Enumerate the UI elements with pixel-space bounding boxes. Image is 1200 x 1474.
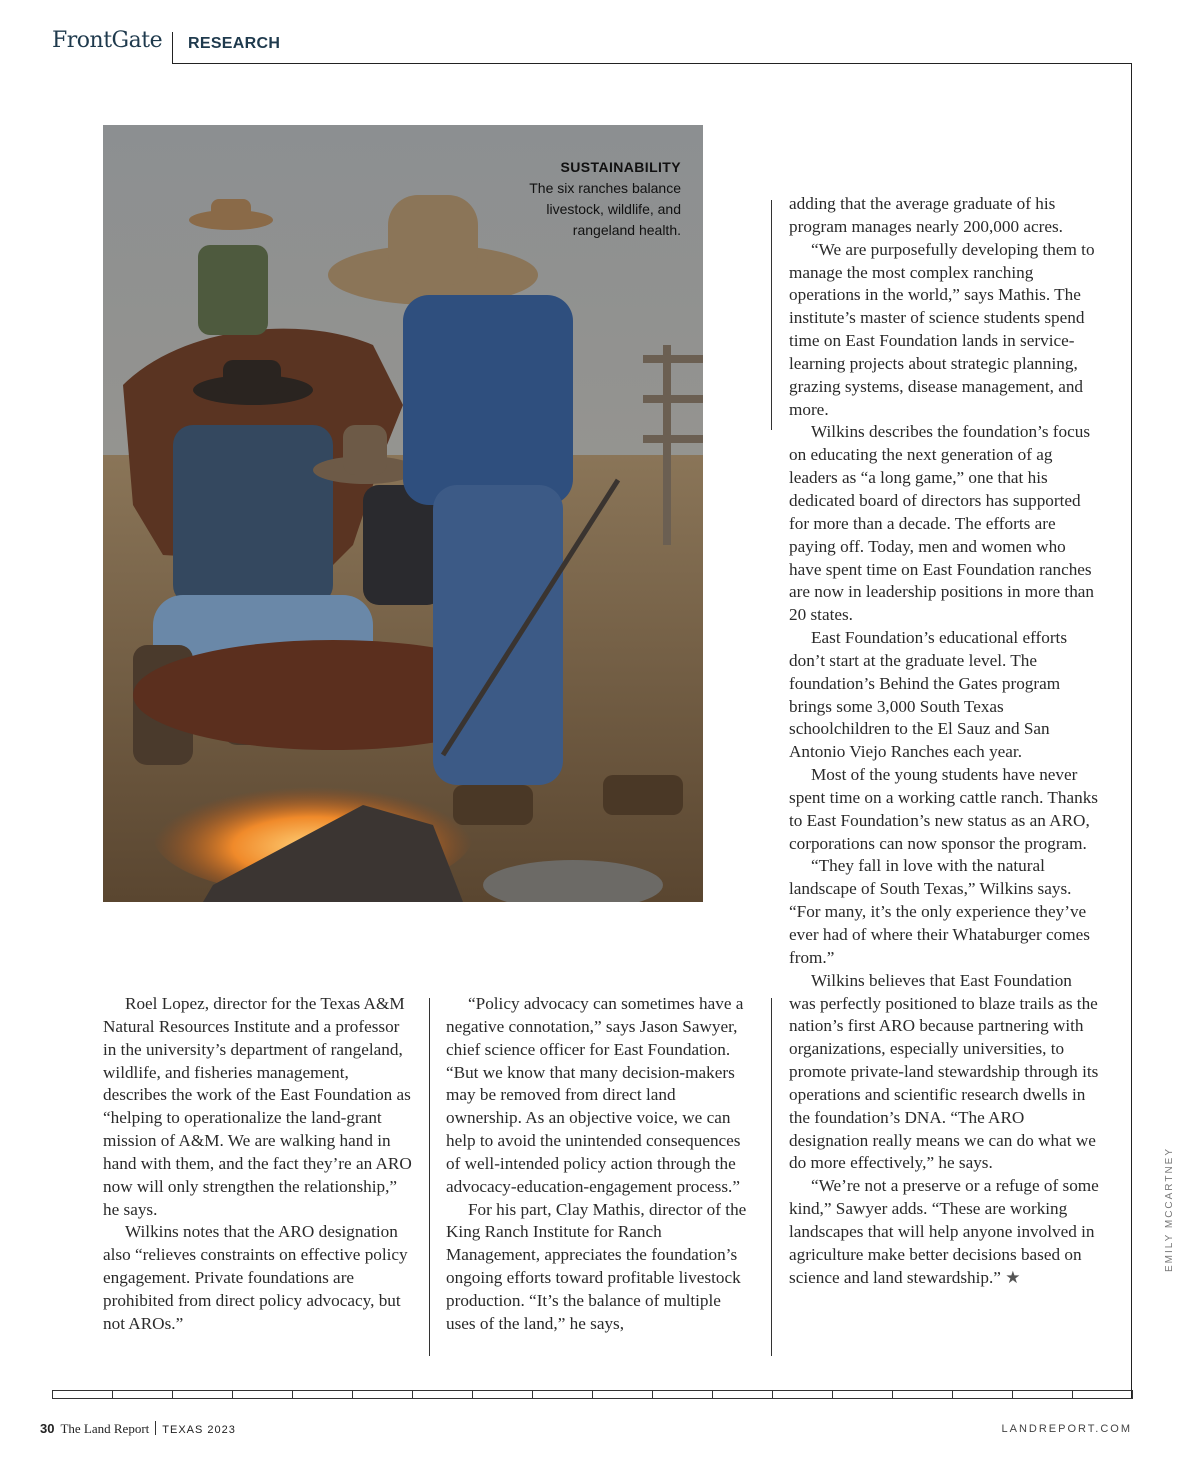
photo-credit: EMILY MCCARTNEY xyxy=(1164,1146,1175,1272)
paragraph: Wilkins describes the foundation’s focus on educating the next generation of ag leaders as “a long game,” one that his dedicated board of directors has supported for more than a decade. The efforts are paying off. Today, men and women who have spent time on East Foundation ranches are now in leadership positions in more than 20 states. xyxy=(789,422,1095,625)
section-label: RESEARCH xyxy=(188,35,281,52)
paragraph: Wilkins notes that the ARO designation also “relieves constraints on effective policy engagement. Private foundations are prohibited from direct policy advocacy, but not AROs.” xyxy=(103,1222,408,1333)
paragraph: “They fall in love with the natural landscape of South Texas,” Wilkins says. “For many, it’s the only experience they’ve ever had of where their Whataburger comes from.” xyxy=(789,856,1090,967)
ruler-tick xyxy=(412,1390,413,1399)
footer-url: LANDREPORT.COM xyxy=(1001,1423,1132,1435)
paragraph: Wilkins believes that East Foundation was perfectly positioned to blaze trails as the nation’s first ARO because partnering with organizations, especially universities, to promote private-land stewardship through its operations and scientific research dwells in the foundation’s DNA. “The ARO designation really means we can do what we do more effectively,” he says. xyxy=(789,970,1099,1173)
ruler-tick xyxy=(592,1390,593,1399)
ruler-tick xyxy=(352,1390,353,1399)
header-divider xyxy=(172,32,173,64)
paragraph: adding that the average graduate of his program manages nearly 200,000 acres. xyxy=(789,194,1063,236)
page-number: 30 xyxy=(40,1421,55,1436)
ruler-tick xyxy=(652,1390,653,1399)
ruler-tick xyxy=(172,1390,173,1399)
column-rule-1 xyxy=(429,998,430,1356)
paragraph-last xyxy=(789,1175,1101,1289)
paragraph: Roel Lopez, director for the Texas A&M Natural Resources Institute and a professor in the university’s department of rangeland, wildlife, and fisheries management, describes the work of the East Foundation as “helping to operationalize the land-grant mission of A&M. We are walking hand in hand with them, and the fact they’re an ARO now will only strengthen the relationship,” he says. xyxy=(103,994,412,1219)
ruler-tick xyxy=(1072,1390,1073,1399)
ruler-tick xyxy=(112,1390,113,1399)
paragraph: “We are purposefully developing them to manage the most complex ranching operations in the world,” says Mathis. The institute’s master of science students spend time on East Foundation lands in service-learning projects about strategic planning, grazing systems, disease management, and more. xyxy=(789,239,1095,419)
ruler-tick xyxy=(232,1390,233,1399)
ruler-tick xyxy=(472,1390,473,1399)
frame-right-rule xyxy=(1131,63,1132,1398)
article-column-2 xyxy=(446,993,752,1336)
column-rule-3 xyxy=(771,200,772,430)
ruler-tick xyxy=(832,1390,833,1399)
photo-caption xyxy=(506,157,681,241)
end-mark-icon: ★ xyxy=(1005,1267,1021,1287)
ruler-tick xyxy=(1012,1390,1013,1399)
footer-ruler xyxy=(52,1390,1132,1399)
magazine-name: The Land Report xyxy=(60,1421,150,1436)
footer-divider xyxy=(155,1421,156,1435)
ruler-tick xyxy=(1132,1390,1133,1399)
paragraph: “Policy advocacy can sometimes have a negative connotation,” says Jason Sawyer, chief science officer for East Foundation. “But we know that many decision-makers may be removed from direct land ownership. As an objective voice, we can help to avoid the unintended consequences of well-intended policy action through the advocacy-education-engagement process.” xyxy=(446,994,744,1196)
ruler-tick xyxy=(952,1390,953,1399)
ranch-photo-illustration xyxy=(103,125,703,902)
ruler-tick xyxy=(532,1390,533,1399)
ruler-tick xyxy=(712,1390,713,1399)
caption-text: The six ranches balance livestock, wildlife, and rangeland health. xyxy=(529,180,681,238)
footer-left xyxy=(40,1421,236,1437)
ranch-photo xyxy=(103,125,703,902)
ruler-tick xyxy=(52,1390,53,1399)
issue-label: TEXAS 2023 xyxy=(162,1424,236,1436)
ruler-tick xyxy=(892,1390,893,1399)
article-column-1 xyxy=(103,993,413,1336)
ruler-tick xyxy=(292,1390,293,1399)
ruler-tick xyxy=(772,1390,773,1399)
paragraph: For his part, Clay Mathis, director of the King Ranch Institute for Ranch Management, appreciates the foundation’s ongoing efforts toward profitable livestock production. “It’s the balance of multiple uses of the land,” he says, xyxy=(446,1199,747,1333)
brand-logo: FrontGate xyxy=(52,28,163,53)
article-column-3 xyxy=(789,193,1101,1290)
frame-top-rule xyxy=(172,63,1132,64)
paragraph-text: “We’re not a preserve or a refuge of some kind,” Sawyer adds. “These are working landscapes that will help anyone involved in agriculture make better decisions based on science and land stewardship.” xyxy=(789,1176,1099,1287)
paragraph: East Foundation’s educational efforts don’t start at the graduate level. The foundation’s Behind the Gates program brings some 3,000 South Texas schoolchildren to the El Sauz and San Antonio Viejo Ranches each year. xyxy=(789,628,1068,762)
caption-title: SUSTAINABILITY xyxy=(560,159,681,175)
column-rule-2 xyxy=(771,998,772,1356)
paragraph: Most of the young students have never spent time on a working cattle ranch. Thanks to East Foundation’s new status as an ARO, corporations can now sponsor the program. xyxy=(789,765,1098,853)
